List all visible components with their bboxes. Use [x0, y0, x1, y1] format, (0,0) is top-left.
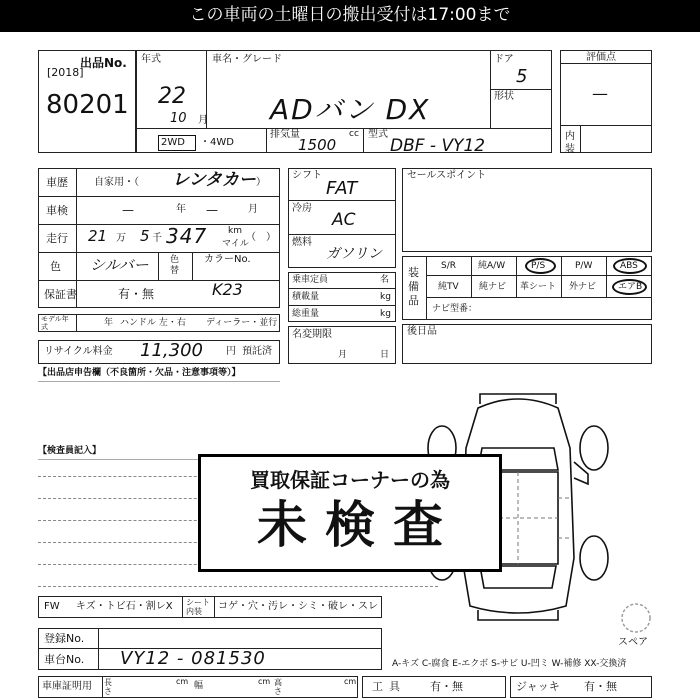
color-code: K23 [212, 280, 243, 299]
shed-length-cm: cm [176, 677, 189, 686]
tools-value: 有・無 [430, 680, 463, 693]
name-change-day: 日 [380, 350, 390, 360]
equip-sr: S/R [441, 261, 456, 271]
history-label: 車歴 [46, 176, 68, 189]
equip-tv: 純TV [438, 282, 459, 292]
color-label: 色 [50, 260, 61, 273]
mileage-paren: （ ） [246, 232, 276, 243]
abs-circle [613, 258, 647, 274]
capacity-gross-label: 総重量 [292, 309, 320, 319]
inspection-month-unit: 月 [248, 204, 258, 215]
fw-damage: キズ・トビ石・割レX [76, 601, 173, 612]
capacity-gross-unit: kg [380, 309, 391, 319]
shed-length: 長さ [104, 678, 112, 696]
jack-value: 有・無 [584, 680, 617, 693]
ps-circle [525, 258, 556, 274]
name-change-label: 名変期限 [292, 329, 332, 340]
recycle-label: リサイクル料金 [44, 346, 113, 357]
grade-label: 評価点 [586, 52, 616, 63]
equip-leather: 革シート [520, 282, 557, 292]
name-change-month: 月 [338, 350, 348, 360]
rear-bumper [478, 610, 558, 620]
shed-height-cm: cm [344, 677, 357, 686]
stamp-line2: 未検査 [257, 496, 461, 554]
capacity-load-label: 積載量 [292, 292, 320, 302]
history-close: ） [256, 177, 266, 188]
capacity-seats-unit: 名 [380, 275, 390, 285]
lot-year-tag: [2018] [47, 66, 84, 79]
lot-number: 80201 [46, 90, 129, 120]
inspection-year-unit: 年 [176, 204, 186, 215]
shift-value: FAT [326, 178, 358, 199]
equip-ps: P/S [531, 261, 546, 271]
warranty-label: 保証書 [44, 288, 77, 301]
mileage-sen-unit: 千 [152, 233, 162, 244]
shed-width-cm: cm [258, 677, 271, 686]
exhibitor-notes-label: 【出品店申告欄（不良箇所・欠品・注意事項等）】 [38, 368, 241, 378]
history-value: レンタカー [172, 170, 256, 190]
drive-2wd: 2WD [161, 137, 185, 148]
inspection-dash2: — [206, 203, 218, 217]
door-label: ドア [494, 54, 514, 65]
equip-navi: 純ナビ [479, 282, 507, 292]
drive-4wd: ・4WD [200, 137, 234, 148]
fw-seat-damage: コゲ・穴・汚レ・シミ・破レ・スレ [218, 601, 378, 612]
capacity-load-unit: kg [380, 292, 391, 302]
registration-label: 登録No. [44, 632, 85, 645]
displacement-label: 排気量 [270, 129, 300, 140]
color-value: シルバー [90, 256, 149, 274]
door-value: 5 [516, 66, 528, 87]
aircon-label: 冷房 [292, 203, 312, 214]
lot-label: 出品No. [80, 56, 127, 70]
interior-label: 内装 [565, 131, 575, 155]
wheel-front-right [580, 426, 608, 470]
banner-text: この車両の土曜日の搬出受付は17:00まで [189, 5, 511, 25]
inspection-dash1: — [122, 203, 134, 217]
later-label: 後日品 [407, 326, 437, 337]
model-year-unit: 年 [104, 318, 114, 328]
spare-label: スペア [618, 637, 648, 648]
chassis-label: 車台No. [44, 653, 85, 666]
model-year-label: モデル年式 [41, 315, 69, 331]
mileage-mile: マイル [222, 239, 249, 249]
cc-unit: cc [349, 129, 359, 139]
aircon-value: AC [332, 210, 356, 230]
model-value: DBF - VY12 [390, 136, 486, 156]
handle: ハンドル 左・右 [120, 318, 186, 328]
navi-model-label: ナビ型番： [432, 304, 478, 314]
history-options: 自家用・（ [94, 177, 139, 188]
color-code-label: カラーNo. [204, 254, 251, 265]
stamp-line1: 買取保証コーナーの為 [250, 468, 450, 492]
capacity-seats-label: 乗車定員 [292, 275, 329, 285]
month-value: 10 [170, 111, 187, 126]
mileage-man: 21 [88, 227, 108, 245]
legend: A-キズ C-腐食 E-エクボ S-サビ U-凹ミ W-補修 XX-交換済 [392, 659, 627, 669]
chassis-value: VY12 - 081530 [120, 648, 266, 669]
later-box [402, 324, 652, 364]
equip-airbag: エアB [618, 282, 643, 292]
shed-width: 幅 [194, 681, 204, 691]
fw-label: FW [44, 601, 60, 612]
wheel-rear-right [580, 536, 608, 580]
recycle-status: 預託済 [242, 346, 272, 357]
mileage-man-unit: 万 [116, 233, 126, 244]
mileage-label: 走行 [46, 232, 68, 245]
name-label: 車名・グレード [212, 54, 282, 65]
equip-ext-navi: 外ナビ [569, 282, 597, 292]
jack-label: ジャッキ [516, 680, 560, 693]
year-label: 年式 [141, 54, 161, 65]
mileage-hyaku: 347 [166, 224, 208, 248]
dealer: ディーラー・並行 [206, 318, 278, 328]
inspector-notes-label: 【検査員記入】 [38, 446, 102, 456]
equipment-label: 装備品 [408, 266, 419, 307]
warranty-value: 有・無 [118, 287, 155, 301]
fuel-label: 燃料 [292, 237, 312, 248]
model-label: 型式 [368, 129, 388, 140]
shift-label: シフト [292, 170, 322, 181]
sales-point-label: セールスポイント [407, 170, 487, 181]
fw-seat-label: シート内装 [186, 598, 210, 616]
recycle-unit: 円 [226, 346, 236, 357]
tools-label: 工具 [372, 680, 406, 693]
year-value: 22 [158, 84, 186, 109]
mileage-km: km [228, 226, 242, 236]
mileage-sen: 5 [140, 227, 150, 245]
color-change-label: 色替 [170, 255, 180, 276]
vehicle-name: ADバン DX [270, 93, 431, 126]
equip-abs: ABS [620, 261, 638, 271]
recycle-value: 11,300 [140, 340, 203, 361]
month-unit: 月 [198, 115, 208, 126]
grade-value: — [592, 84, 608, 103]
equip-pw: P/W [575, 261, 593, 271]
shed-label: 車庫証明用 [42, 681, 92, 692]
inspection-label: 車検 [46, 204, 68, 217]
spare-tire-icon [620, 602, 652, 634]
airbag-circle [612, 279, 647, 295]
shape-label: 形状 [494, 91, 514, 102]
equip-aw: 純A/W [478, 261, 506, 271]
shed-height: 高さ [274, 678, 282, 696]
displacement-value: 1500 [298, 136, 337, 154]
fuel-value: ガソリン [326, 246, 382, 262]
